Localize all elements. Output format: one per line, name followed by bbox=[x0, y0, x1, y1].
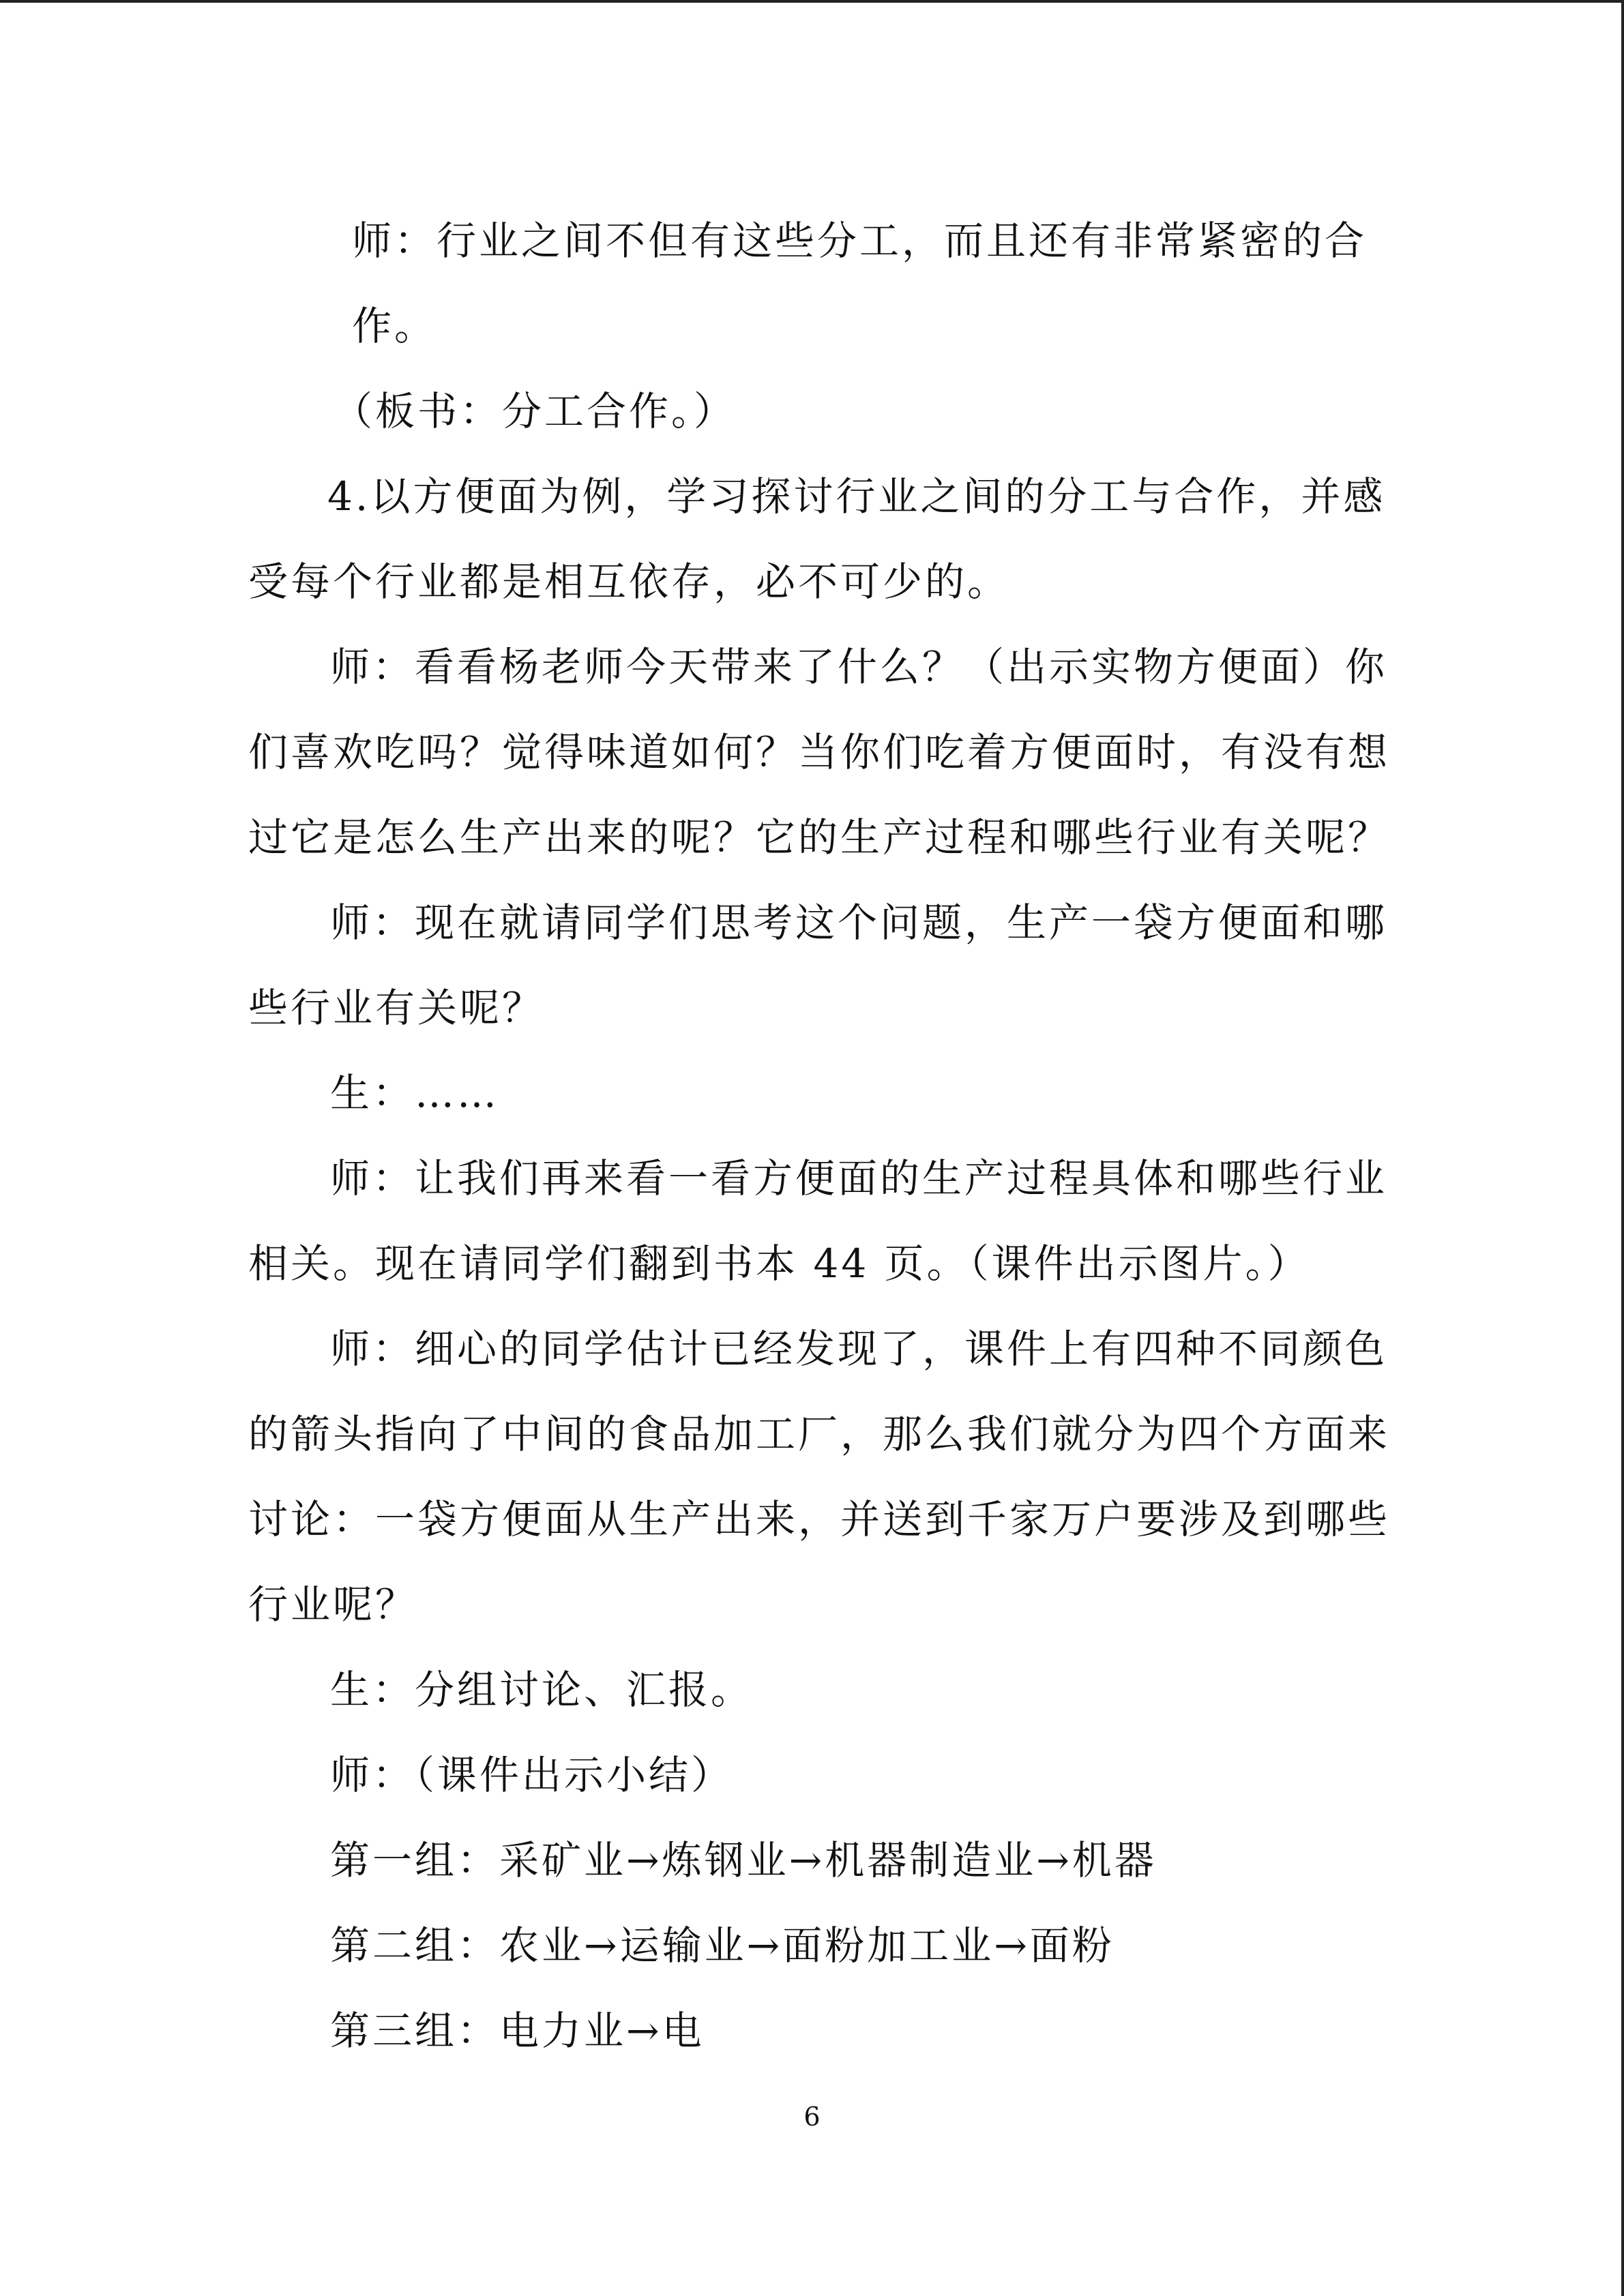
text-line: 讨论：一袋方便面从生产出来，并送到千家万户要涉及到哪些 bbox=[248, 1496, 1391, 1542]
text-line: 生：…… bbox=[330, 1070, 500, 1116]
text-line: 生：分组讨论、汇报。 bbox=[330, 1667, 754, 1713]
text-line: 师：行业之间不但有这些分工，而且还有非常紧密的合 bbox=[352, 218, 1368, 264]
text-line: 第一组：采矿业→炼钢业→机器制造业→机器 bbox=[330, 1837, 1157, 1883]
text-line: 相关。现在请同学们翻到书本 44 页。（课件出示图片。） bbox=[248, 1240, 1310, 1287]
text-line: 师：看看杨老师今天带来了什么？（出示实物方便面）你 bbox=[330, 644, 1388, 690]
text-line: 师：（课件出示小结） bbox=[330, 1752, 734, 1798]
text-line: 第三组：电力业→电 bbox=[330, 2008, 705, 2054]
text-line: 受每个行业都是相互依存，必不可少的。 bbox=[248, 558, 1010, 605]
text-line: 师：细心的同学估计已经发现了，课件上有四种不同颜色 bbox=[330, 1326, 1388, 1372]
page-number: 6 bbox=[803, 2102, 821, 2132]
text-line: 们喜欢吃吗？觉得味道如何？当你们吃着方便面时，有没有想 bbox=[248, 729, 1391, 775]
text-line: （板书：分工合作。） bbox=[333, 388, 737, 434]
text-line: 的箭头指向了中间的食品加工厂，那么我们就分为四个方面来 bbox=[248, 1411, 1391, 1457]
text-line: 第二组：农业→运输业→面粉加工业→面粉 bbox=[330, 1922, 1114, 1969]
text-line: 过它是怎么生产出来的呢？它的生产过程和哪些行业有关呢？ bbox=[248, 814, 1391, 861]
text-line: 师：让我们再来看一看方便面的生产过程具体和哪些行业 bbox=[330, 1155, 1388, 1202]
text-line: 师：现在就请同学们思考这个问题，生产一袋方便面和哪 bbox=[330, 899, 1388, 946]
page-top-border bbox=[0, 0, 1624, 3]
text-line: 些行业有关呢？ bbox=[248, 985, 545, 1031]
text-line: 4.以方便面为例，学习探讨行业之间的分工与合作，并感 bbox=[327, 473, 1386, 520]
text-line: 行业呢？ bbox=[248, 1581, 418, 1628]
text-line: 作。 bbox=[352, 303, 437, 349]
page-right-border bbox=[1621, 0, 1624, 2296]
